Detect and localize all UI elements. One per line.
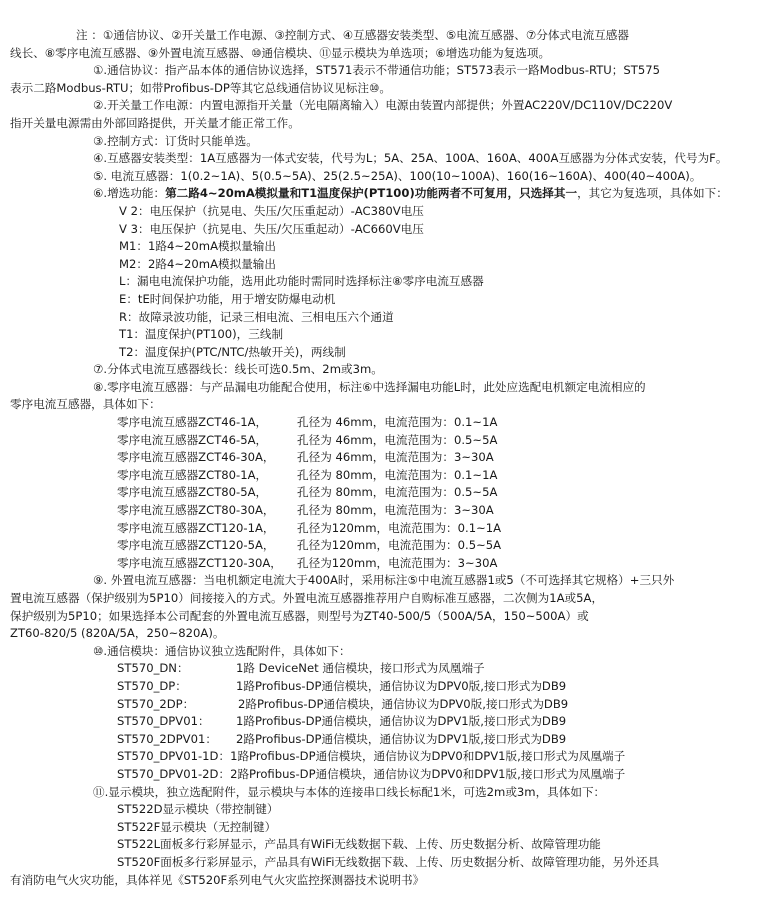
zct-row [117, 537, 761, 555]
module-desc: 1路 DeviceNet 通信模块，接口形式为凤凰端子 [236, 661, 485, 676]
zct-spec: 孔径为 80mm，电流范围为：0.1~1A [297, 467, 498, 482]
zct-spec: 孔径为 46mm，电流范围为：3~30A [297, 450, 494, 465]
zct-row [117, 467, 761, 485]
zct-name: 零序电流互感器ZCT120-30A， [117, 555, 282, 570]
zct-spec: 孔径为120mm，电流范围为：0.1~1A [297, 520, 502, 535]
zct-name: 零序电流互感器ZCT46-1A， [117, 415, 268, 430]
zct-row [117, 484, 761, 502]
item-2-line-2: 指开关量电源需由外部回路提供，开关量才能正常工作。 [10, 115, 300, 130]
item-10-title: ⑩.通信模块：通信协议独立选配附件，具体如下： [93, 643, 351, 658]
item-6-prefix: ⑥.增选功能： [93, 186, 166, 201]
module-desc: 1路Profibus-DP通信模块，通信协议为DPV0和DPV1版,接口形式为凤凰端子 [230, 749, 626, 764]
option-m2: M2：2路4~20mA模拟量输出 [119, 256, 276, 271]
module-name: ST570_2DPV01： [117, 731, 217, 746]
zct-spec: 孔径为 80mm，电流范围为：0.5~5A [297, 485, 498, 500]
display-module-row: ST522L面板多行彩屏显示，产品具有WiFi无线数据下载、上传、历史数据分析、故障管理功能 [117, 837, 601, 852]
item-1-line-1: ①.通信协议：指产品本体的通信协议选择，ST571表示不带通信功能；ST573表示一路Modbus-RTU；ST575 [93, 63, 660, 78]
zct-name: 零序电流互感器ZCT120-1A， [117, 520, 275, 535]
module-name: ST570_2DP： [117, 696, 195, 711]
item-6-heading [93, 185, 761, 203]
option-l: L：漏电电流保护功能，选用此功能时需同时选择标注⑧零序电流互感器 [119, 274, 484, 289]
option-m1: M1：1路4~20mA模拟量输出 [119, 239, 276, 254]
display-module-row: ST520F面板多行彩屏显示，产品具有WiFi无线数据下载、上传、历史数据分析、故障管理功能，另外还具 [117, 854, 660, 869]
zct-row [117, 449, 761, 467]
module-name: ST570_DPV01-2D： [117, 766, 231, 781]
zct-name: 零序电流互感器ZCT46-5A， [117, 432, 268, 447]
item-2-line-1: ②.开关量工作电源：内置电源指开关量（光电隔离输入）电源由装置内部提供；外置AC220V/DC110V/DC220V [93, 98, 673, 113]
module-desc: 1路Profibus-DP通信模块，通信协议为DPV0版,接口形式为DB9 [236, 678, 567, 693]
zct-name: 零序电流互感器ZCT80-30A， [117, 503, 275, 518]
option-t1: T1：温度保护(PT100)，三线制 [119, 327, 284, 342]
item-6-suffix: ，其它为复选项，具体如下： [577, 186, 728, 201]
option-v3: V 3：电压保护（抗晃电、失压/欠压重起动）-AC660V电压 [119, 221, 424, 236]
module-name: ST570_DN： [117, 661, 189, 676]
item-11-title: ⑪.显示模块，独立选配附件，显示模块与本体的连接串口线长标配1米，可选2m或3m，具体如下： [93, 784, 606, 799]
module-row [117, 696, 761, 714]
module-row [117, 678, 761, 696]
zct-name: 零序电流互感器ZCT120-5A， [117, 538, 275, 553]
note-line-1: 注 ：①通信协议、②开关量工作电源、③控制方式、④互感器安装类型、⑤电流互感器、⑦分体式电流互感器 [76, 28, 629, 42]
item-7: ⑦.分体式电流互感器线长：线长可选0.5m、2m或3m。 [93, 362, 383, 377]
module-desc: 2路Profibus-DP通信模块，通信协议为DPV0和DPV1版,接口形式为凤凰端子 [230, 766, 626, 781]
module-desc: 1路Profibus-DP通信模块，通信协议为DPV1版,接口形式为DB9 [236, 714, 567, 729]
item-5: ⑤. 电流互感器：1(0.2~1A)、5(0.5~5A)、25(2.5~25A)、100(10~100A)、160(16~160A)、400(40~400A)。 [93, 168, 702, 183]
zct-spec: 孔径为 46mm，电流范围为：0.1~1A [297, 415, 498, 430]
item-6-bold-note: 第二路4~20mA模拟量和T1温度保护(PT100)功能两者不可复用，只选择其一 [165, 186, 578, 201]
zct-row [117, 502, 761, 520]
item-8-line-2: 零序电流互感器，具体如下： [10, 397, 161, 412]
note-line-2: 线长、⑧零序电流互感器、⑨外置电流互感器、⑩通信模块、⑪显示模块为单选项；⑥增选功能为复选项。 [10, 45, 551, 60]
zct-name: 零序电流互感器ZCT46-30A， [117, 450, 275, 465]
zct-spec: 孔径为120mm，电流范围为：0.5~5A [297, 538, 502, 553]
item-9-line-3: 保护级别为5P10；如果选择本公司配套的外置电流互感器，则型号为ZT40-500/5（500A/5A，150~500A）或 [10, 608, 589, 623]
module-row [117, 713, 761, 731]
display-module-row: ST522D显示模块（带控制键） [117, 802, 279, 817]
option-v2: V 2：电压保护（抗晃电、失压/欠压重起动）-AC380V电压 [119, 203, 424, 218]
item-8-line-1: ⑧.零序电流互感器：与产品漏电功能配合使用，标注⑥中选择漏电功能L时，此处应选配电机额定电流相应的 [93, 379, 646, 394]
item-9-line-4: ZT60-820/5 (820A/5A，250~820A)。 [10, 626, 225, 641]
item-3: ③.控制方式：订货时只能单选。 [93, 133, 258, 148]
module-name: ST570_DPV01-1D： [117, 749, 231, 764]
zct-name: 零序电流互感器ZCT80-1A， [117, 467, 268, 482]
module-name: ST570_DP： [117, 678, 187, 693]
option-t2: T2：温度保护(PTC/NTC/热敏开关)，两线制 [119, 344, 346, 359]
module-desc: 2路Profibus-DP通信模块，通信协议为DPV0版,接口形式为DB9 [238, 696, 569, 711]
zct-spec: 孔径为 80mm，电流范围为：3~30A [297, 503, 494, 518]
zct-row [117, 555, 761, 573]
zct-row [117, 414, 761, 432]
zct-spec: 孔径为 46mm，电流范围为：0.5~5A [297, 432, 498, 447]
module-row [117, 731, 761, 749]
zct-row [117, 432, 761, 450]
module-row [117, 766, 761, 784]
module-row [117, 660, 761, 678]
zct-spec: 孔径为120mm，电流范围为：3~30A [297, 555, 498, 570]
module-desc: 2路Profibus-DP通信模块，通信协议为DPV1版,接口形式为DB9 [236, 731, 567, 746]
zct-row [117, 520, 761, 538]
display-module-row: ST522F显示模块（无控制键） [117, 819, 277, 834]
option-e: E：tE时间保护功能，用于增安防爆电动机 [119, 291, 336, 306]
item-1-line-2: 表示二路Modbus-RTU；如带Profibus-DP等其它总线通信协议见标注⑩。 [10, 80, 391, 95]
module-name: ST570_DPV01： [117, 714, 210, 729]
option-r: R：故障录波功能，记录三相电流、三相电压六个通道 [119, 309, 394, 324]
display-module-last-line: 有消防电气火灾功能，具体祥见《ST520F系列电气火灾监控探测器技术说明书》 [10, 872, 425, 887]
module-row [117, 748, 761, 766]
item-4: ④.互感器安装类型：1A互感器为一体式安装，代号为L；5A、25A、100A、160A、400A互感器为分体式安装，代号为F。 [93, 151, 728, 166]
item-9-line-2: 置电流互感器（保护级别为5P10）间接接入的方式。外置电流互感器推荐用户自购标准互感器，二次侧为1A或5A， [10, 591, 604, 605]
item-9-line-1: ⑨. 外置电流互感器：当电机额定电流大于400A时，采用标注⑤中电流互感器1或5（不可选择其它规格）+三只外 [93, 573, 675, 588]
zct-name: 零序电流互感器ZCT80-5A， [117, 485, 268, 500]
